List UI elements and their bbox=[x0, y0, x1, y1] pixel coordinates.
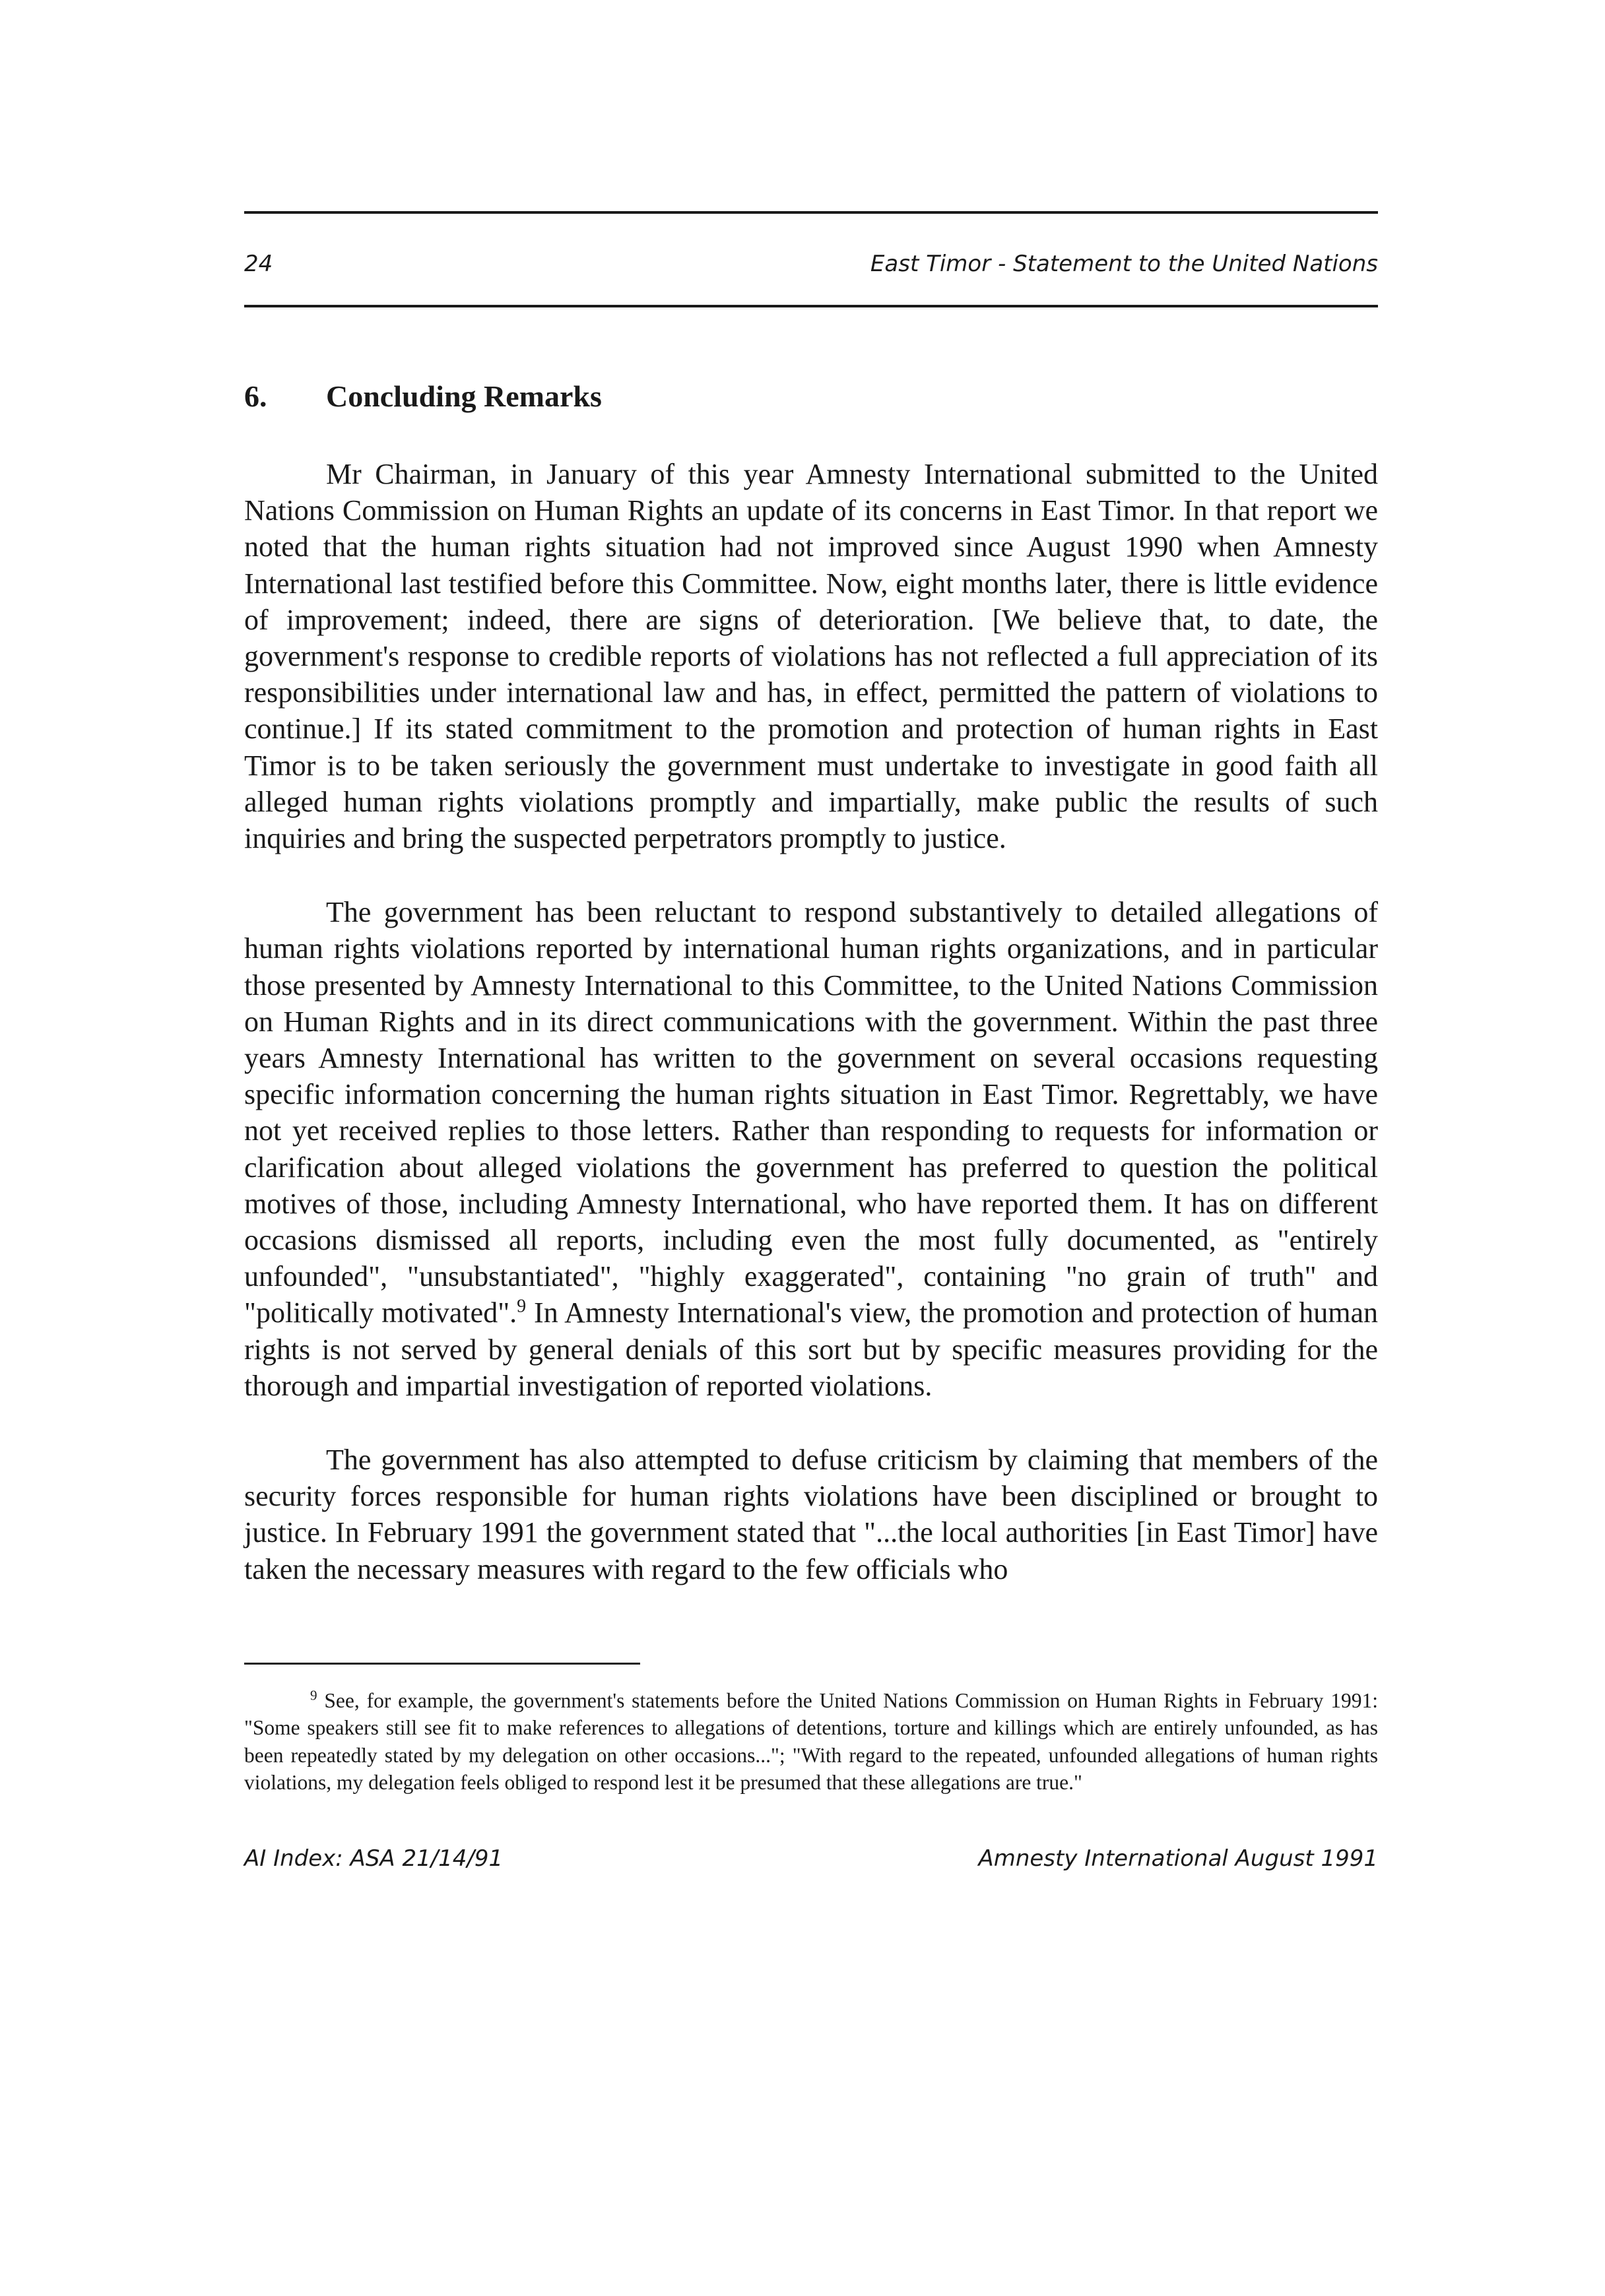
document-page bbox=[244, 211, 1378, 1872]
section-heading bbox=[244, 379, 1378, 414]
paragraph-text: The government has been reluctant to respond substantively to detailed allegations of human rights violations reported by international human rights organizations, and in particular those presented by Amnesty International to this Committee, to the United Nations Commission on Human Rights and in its direct communications with the government. Within the past three years Amnesty International has written to the government on several occasions requesting specific information concerning the human rights situation in East Timor. Regrettably, we have not yet received replies to those letters. Rather than responding to requests for information or clarification about alleged violations the government has preferred to question the political motives of those, including Amnesty International, who have reported them. It has on different occasions dismissed all reports, including even the most fully documented, as "entirely unfounded", "unsubstantiated", "highly exaggerated", containing "no grain of truth" and "politically motivated". bbox=[244, 896, 1378, 1329]
footnote-text: See, for example, the government's statements before the United Nations Commission on Human Rights in February 1991: "Some speakers still see fit to make references to allegations of detentions, torture and killings which are entirely unfounded, as has been repeatedly stated by my delegation on other occasions..."; "With regard to the repeated, unfounded allegations of human rights violations, my delegation feels obliged to respond lest it be presumed that these allegations are true." bbox=[244, 1688, 1378, 1795]
body-paragraph-1: Mr Chairman, in January of this year Amnesty International submitted to the United Nations Commission on Human Rights an update of its concerns in East Timor. In that report we noted that the human rights situation had not improved since August 1990 when Amnesty International last testified before this Committee. Now, eight months later, there is little evidence of improvement; indeed, there are signs of deterioration. [We believe that, to date, the government's response to credible reports of violations has not reflected a full appreciation of its responsibilities under international law and has, in effect, permitted the pattern of violations to continue.] If its stated commitment to the promotion and protection of human rights in East Timor is to be taken seriously the government must undertake to investigate in good faith all alleged human rights violations promptly and impartially, make public the results of such inquiries and bring the suspected perpetrators promptly to justice. bbox=[244, 458, 1378, 855]
footnote bbox=[244, 1687, 1378, 1797]
running-header bbox=[244, 214, 1378, 305]
header-bottom-rule bbox=[244, 305, 1378, 307]
running-footer bbox=[244, 1845, 1378, 1872]
section-number: 6. bbox=[244, 379, 267, 413]
body-paragraph-2 bbox=[244, 894, 1378, 1404]
body-paragraph-3: The government has also attempted to defuse criticism by claiming that members of the security forces responsible for human rights violations have been disciplined or brought to justice. In February 1991 the government stated that "...the local authorities [in East Timor] have taken the necessary measures with regard to the few officials who bbox=[244, 1444, 1378, 1585]
page-number: 24 bbox=[244, 251, 273, 277]
ai-index: AI Index: ASA 21/14/91 bbox=[244, 1845, 504, 1872]
footnote-separator bbox=[244, 1663, 640, 1665]
document-title: East Timor - Statement to the United Nations bbox=[870, 251, 1378, 277]
footnote-reference[interactable]: 9 bbox=[517, 1296, 527, 1317]
section-title: Concluding Remarks bbox=[326, 379, 602, 413]
paragraph-text: In Amnesty International's view, the promotion and protection of human rights is not served by general denials of this sort but by specific measures providing for the thorough and impartial investigation of reported violations. bbox=[244, 1296, 1378, 1402]
publication-date: Amnesty International August 1991 bbox=[978, 1845, 1378, 1872]
footnote-number: 9 bbox=[310, 1687, 317, 1704]
